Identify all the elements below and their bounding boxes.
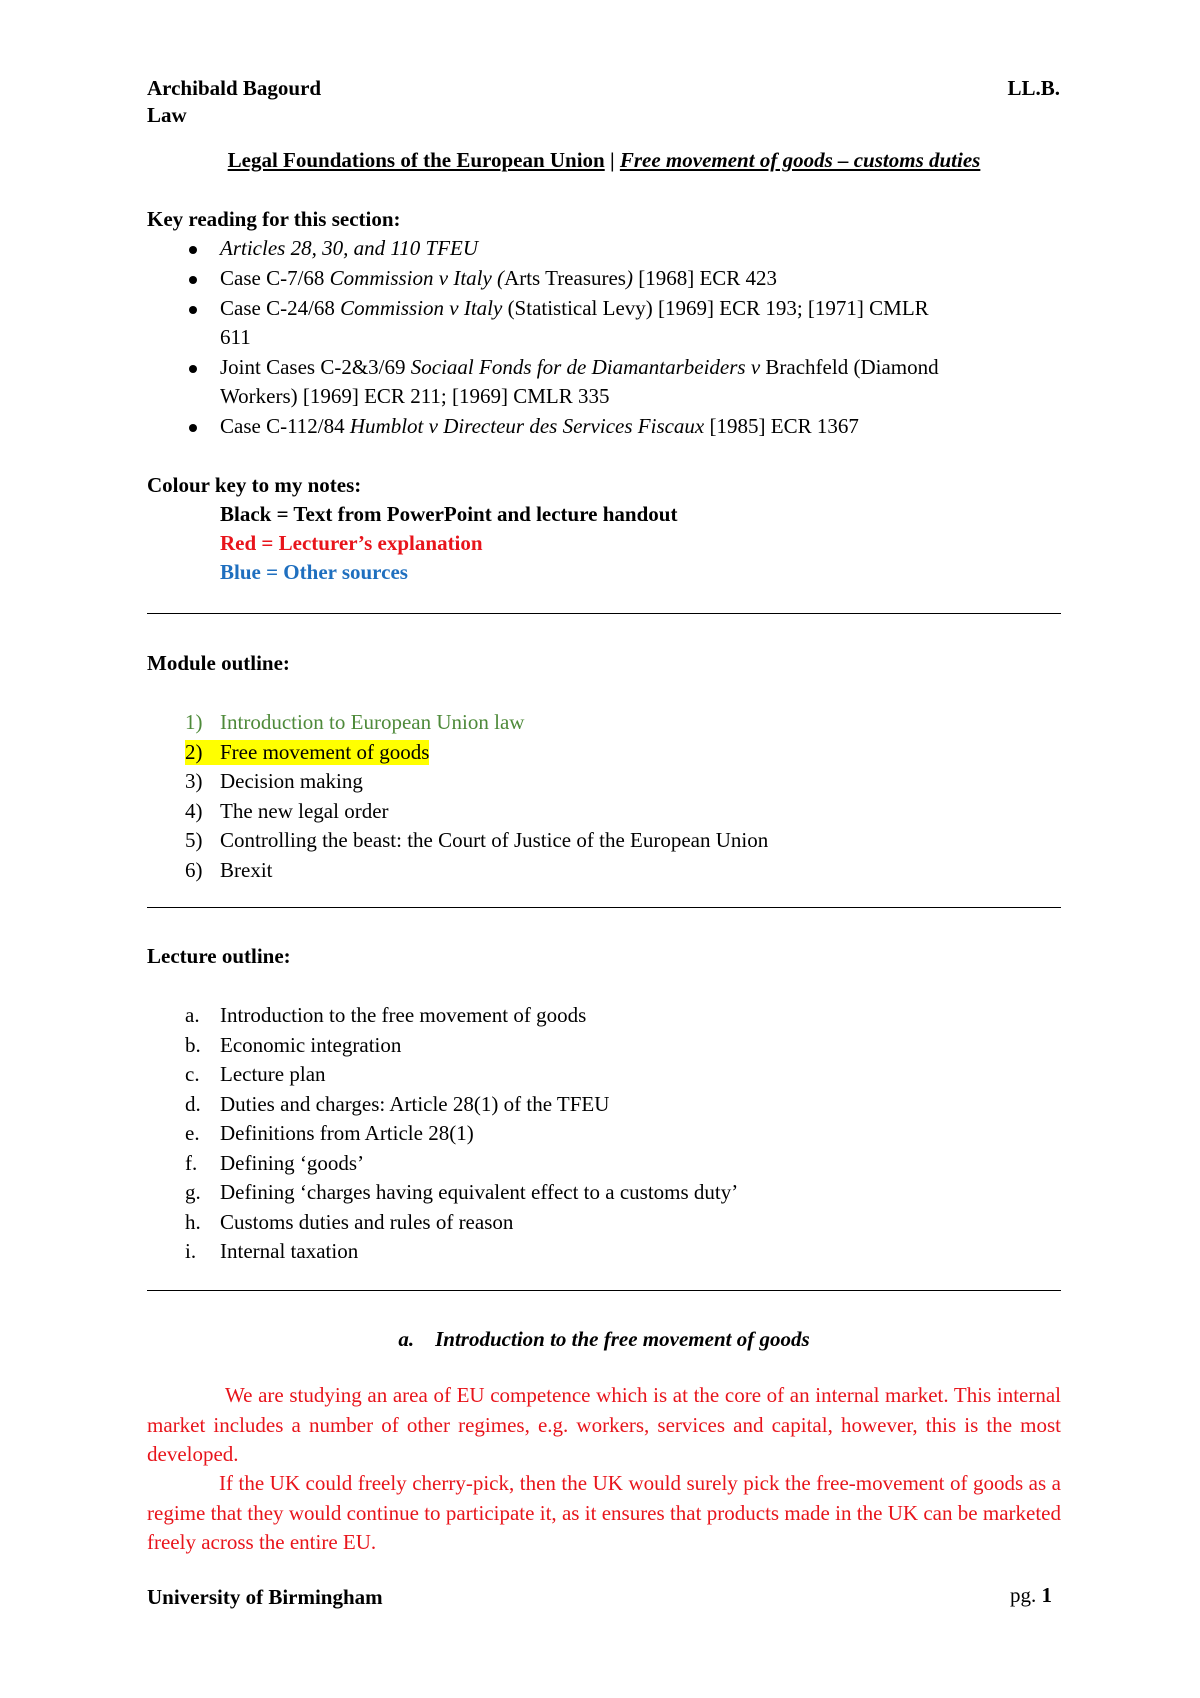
list-item: Economic integration xyxy=(220,1032,402,1057)
list-number: d. xyxy=(185,1091,201,1116)
list-item: Introduction to European Union law xyxy=(220,710,525,734)
list-item: Internal taxation xyxy=(220,1239,359,1263)
bullet-icon xyxy=(189,365,197,373)
reading-item-text: Commission v Italy ( xyxy=(329,266,505,290)
reading-item-text: Brachfeld (Diamond xyxy=(760,355,939,379)
list-item: Duties and charges: Article 28(1) of the TFEU xyxy=(220,1091,610,1116)
reading-item-text: Case C-112/84 xyxy=(220,414,350,438)
bullet-icon xyxy=(189,276,197,284)
title-separator: | xyxy=(604,148,620,172)
title-sub: Free movement of goods – customs duties xyxy=(619,148,981,172)
lecture-outline-heading: Lecture outline: xyxy=(147,944,291,968)
list-number: 3) xyxy=(185,769,203,793)
list-item: Lecture plan xyxy=(220,1062,326,1086)
reading-item-text: Articles 28, 30, and 110 TFEU xyxy=(220,236,479,260)
reading-item-text: Case C-7/68 xyxy=(220,266,330,290)
reading-item xyxy=(220,355,939,380)
footer-page-number: 1 xyxy=(1041,1583,1052,1607)
list-item: Defining ‘charges having equivalent effect to a customs duty’ xyxy=(220,1180,739,1204)
reading-item-text: [1985] ECR 1367 xyxy=(704,414,859,438)
list-item: The new legal order xyxy=(220,798,389,823)
colour-key-red: Red = Lecturer’s explanation xyxy=(220,531,483,555)
header-subject: Law xyxy=(147,103,187,127)
list-item: Free movement of goods xyxy=(220,739,430,764)
footer-page-label: pg. xyxy=(1010,1583,1037,1607)
reading-item-text: Arts Treasures xyxy=(504,266,626,290)
footer-page xyxy=(1010,1583,1052,1608)
bullet-icon xyxy=(189,424,197,432)
list-number: 5) xyxy=(185,828,203,852)
module-outline-heading: Module outline: xyxy=(147,651,290,675)
reading-item xyxy=(220,236,478,261)
colour-key-blue: Blue = Other sources xyxy=(220,560,408,584)
bullet-icon xyxy=(189,246,197,254)
header-degree: LL.B. xyxy=(1007,76,1060,100)
list-number: 1) xyxy=(185,710,203,734)
divider xyxy=(147,907,1061,908)
colour-key-heading: Colour key to my notes: xyxy=(147,473,362,497)
header-author: Archibald Bagourd xyxy=(147,76,322,100)
bullet-icon xyxy=(189,306,197,314)
list-item: Defining ‘goods’ xyxy=(220,1150,365,1175)
section-a-paragraph-2: If the UK could freely cherry-pick, then the UK would surely pick the free-movement of goods as a regime that they would continue to participate it, as it ensures that products made in the UK can be marketed freely across the entire EU. xyxy=(147,1471,1061,1554)
reading-item-text: Commission v Italy xyxy=(340,296,503,320)
list-number: 4) xyxy=(185,798,203,823)
reading-item xyxy=(220,296,929,321)
list-number: h. xyxy=(185,1209,201,1234)
section-a-title: Introduction to the free movement of goods xyxy=(435,1327,810,1351)
reading-item xyxy=(220,266,777,291)
key-reading-heading: Key reading for this section: xyxy=(147,207,401,231)
list-item: Introduction to the free movement of goods xyxy=(220,1003,587,1027)
reading-item-text: Sociaal Fonds for de Diamantarbeiders v xyxy=(410,355,761,379)
reading-item-continuation: 611 xyxy=(220,325,251,349)
list-item: Decision making xyxy=(220,769,363,793)
divider xyxy=(147,613,1061,614)
list-number: g. xyxy=(185,1180,201,1204)
reading-item-text: ) xyxy=(625,266,633,290)
reading-item-text: Joint Cases C-2&3/69 xyxy=(220,355,411,379)
list-number: e. xyxy=(185,1121,200,1145)
section-a-number: a. xyxy=(398,1327,415,1351)
footer-institution: University of Birmingham xyxy=(147,1585,383,1609)
reading-item-text: [1968] ECR 423 xyxy=(632,266,778,290)
list-item: Brexit xyxy=(220,857,273,882)
section-a-heading xyxy=(0,1327,1200,1352)
list-number: i. xyxy=(185,1239,197,1263)
list-item: Controlling the beast: the Court of Justice of the European Union xyxy=(220,828,769,852)
reading-item-text: (Statistical Levy) [1969] ECR 193; [1971] CMLR xyxy=(502,296,929,320)
list-number: b. xyxy=(185,1032,201,1057)
list-item: Customs duties and rules of reason xyxy=(220,1209,514,1234)
reading-item-text: Case C-24/68 xyxy=(220,296,341,320)
document-title xyxy=(0,148,1200,173)
list-number: c. xyxy=(185,1062,200,1086)
divider xyxy=(147,1290,1061,1291)
list-number: 6) xyxy=(185,857,203,882)
reading-item-text: Humblot v Directeur des Services Fiscaux xyxy=(349,414,705,438)
list-number: f. xyxy=(185,1150,198,1175)
reading-item-continuation: Workers) [1969] ECR 211; [1969] CMLR 335 xyxy=(220,384,610,408)
list-number: 2) xyxy=(185,740,220,765)
list-number: a. xyxy=(185,1003,200,1027)
title-main: Legal Foundations of the European Union xyxy=(227,148,605,172)
list-item: Definitions from Article 28(1) xyxy=(220,1121,474,1145)
colour-key-black: Black = Text from PowerPoint and lecture handout xyxy=(220,502,678,526)
reading-item xyxy=(220,414,859,439)
section-a-paragraph-1: We are studying an area of EU competence which is at the core of an internal market. This internal market includes a number of other regimes, e.g. workers, services and capital, however, this is the most developed. xyxy=(147,1383,1061,1466)
